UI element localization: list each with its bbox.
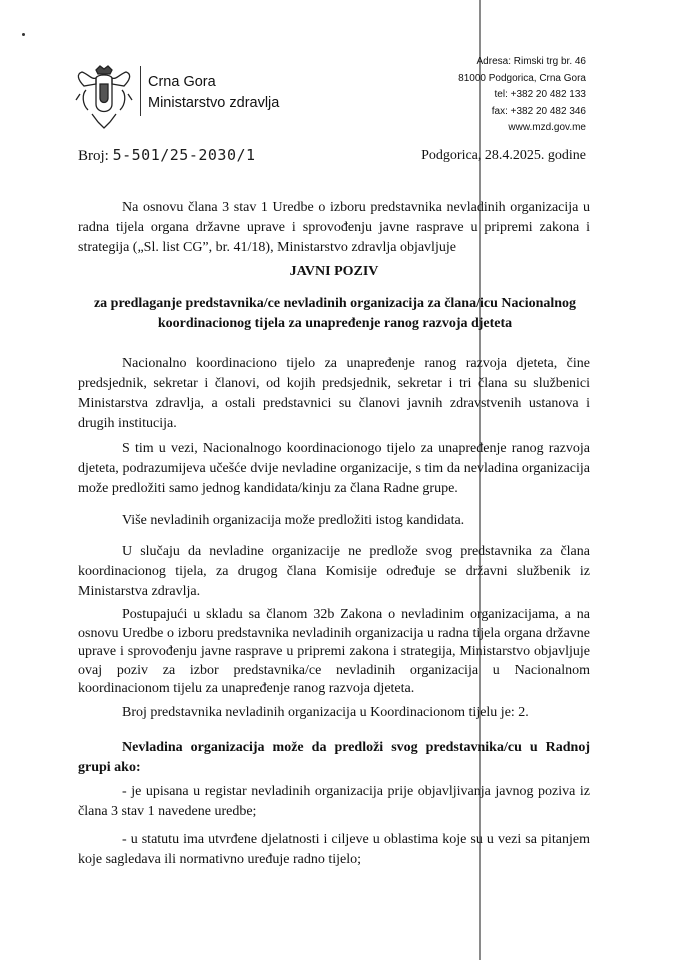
coat-of-arms-icon [74, 64, 134, 130]
ministry-name: Ministarstvo zdravlja [148, 95, 280, 111]
country-name: Crna Gora [148, 74, 216, 90]
reference-label: Broj: [78, 148, 109, 164]
document-subtitle: za predlaganje predstavnika/ce nevladinih organizacija za člana/icu Nacionalnog koordinacionog tijela za unapređenje ranog razvoja djeteta [93, 296, 577, 331]
header-divider [140, 66, 141, 116]
fax-line: fax: +382 20 482 346 [491, 105, 586, 117]
paragraph-number-of-members: Broj predstavnika nevladinih organizacija u Koordinacionom tijelu je: 2. [122, 705, 529, 720]
scan-speck [22, 33, 25, 36]
condition-registered: - je upisana u registar nevladinih organizacija prije objavljivanja javnog poziva iz člana 3 stav 1 navedene uredbe; [78, 784, 590, 819]
paragraph-legal-basis: Postupajući u skladu sa članom 32b Zakona o nevladinim organizacijama, a na osnovu Uredbe o izboru predstavnika nevladinih organizacija u radna tijela organa državne uprave i sprovođenju javne rasprave u pripremi zakona i strategija, Ministarstvo objavljuje ovaj poziv za izbor predstavnika/ce nevladinih organizacija u Nacionalnom koordinacionom tijelu za unapređenje ranog razvoja djeteta. [78, 607, 590, 696]
document-title: JAVNI POZIV [289, 264, 379, 279]
city-line: 81000 Podgorica, Crna Gora [458, 72, 586, 84]
reference-value: 5-501/25-2030/1 [112, 146, 256, 164]
paragraph-same-candidate: Više nevladinih organizacija može predložiti istog kandidata. [122, 513, 465, 528]
paragraph-composition: Nacionalno koordinaciono tijelo za unapređenje ranog razvoja djeteta, čine predsjednik, sekretar i članovi, od kojih predsjednik, sekretar i tri člana su službenici Ministarstva zdravlja, a ostali predstavnici su članovi javnih zdravstvenih ustanova i drugih institucija. [78, 356, 590, 431]
condition-statute: - u statutu ima utvrđene djelatnosti i ciljeve u oblastima koje su u vezi sa pitanjem koje sagledava ili normativno uređuje radno tijelo; [78, 832, 590, 867]
conditions-heading: Nevladina organizacija može da predloži svog predstavnika/cu u Radnoj grupi ako: [78, 740, 590, 775]
phone-line: tel: +382 20 482 133 [494, 89, 586, 100]
address-line: Adresa: Rimski trg br. 46 [476, 56, 586, 67]
place-and-date: Podgorica, 28.4.2025. godine [421, 148, 586, 163]
paragraph-no-nomination: U slučaju da nevladine organizacije ne predlože svog predstavnika za člana koordinacionog tijela, za drugog člana Komisije određuje se državni službenik iz Ministarstva zdravlja. [78, 544, 590, 599]
reference-number [78, 146, 256, 165]
website-line: www.mzd.gov.me [508, 122, 586, 133]
issuer-block [148, 72, 279, 114]
address-block [458, 54, 586, 137]
intro-paragraph: Na osnovu člana 3 stav 1 Uredbe o izboru predstavnika nevladinih organizacija u radna tijela organa državne uprave i sprovođenju javne rasprave u pripremi zakona i strategija („Sl. list CG”, br. 41/18), Ministarstvo zdravlja objavljuje [78, 200, 590, 255]
paragraph-ngo-participation: S tim u vezi, Nacionalnogo koordinacionogo tijelo za unapređenje ranog razvoja djeteta, podrazumijeva učešće dvije nevladine organizacije, s tim da nevladina organizacija može predložiti samo jednog kandidata/kinju za člana Radne grupe. [78, 441, 590, 496]
